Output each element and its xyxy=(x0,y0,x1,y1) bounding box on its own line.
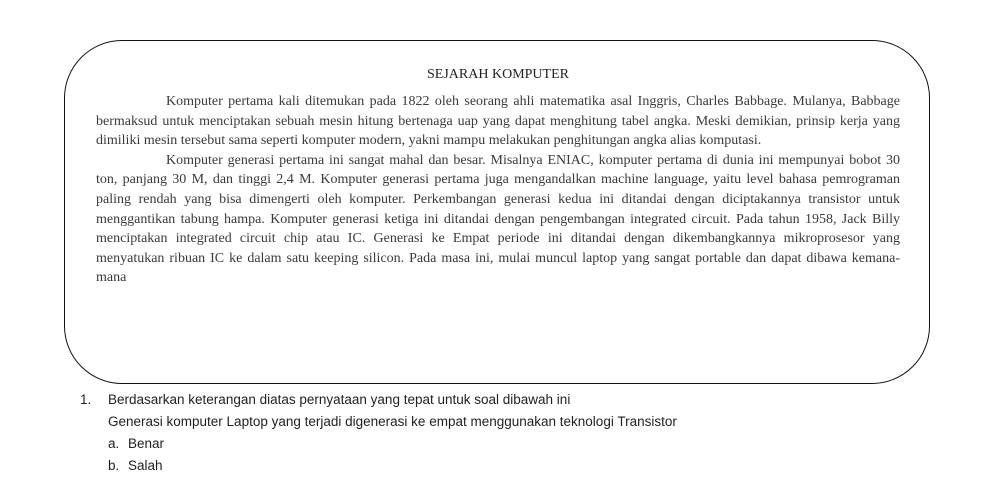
option-a-letter: a. xyxy=(108,436,120,451)
question-prompt: Berdasarkan keterangan diatas pernyataan yang tepat untuk soal dibawah ini xyxy=(108,392,571,407)
question-prompt-row xyxy=(80,389,677,411)
question-1 xyxy=(80,389,677,477)
option-a[interactable] xyxy=(80,433,677,455)
passage-title: SEJARAH KOMPUTER xyxy=(427,67,569,82)
option-b[interactable] xyxy=(80,455,677,477)
passage-body xyxy=(96,92,900,288)
question-number: 1. xyxy=(80,392,92,407)
passage-paragraph-2: Komputer generasi pertama ini sangat mahal dan besar. Misalnya ENIAC, komputer pertama di dunia ini mempunyai bobot 30 ton, panjang 30 M, dan tinggi 2,4 M. Komputer generasi pertama juga mengandalkan machine language, yaitu level bahasa pemrograman paling rendah yang bisa dimengerti oleh komputer. Perkembangan generasi kedua ini ditandai dengan diciptakannya transistor untuk menggantikan tabung hampa. Komputer generasi ketiga ini ditandai dengan pengembangan integrated circuit. Pada tahun 1958, Jack Billy menciptakan integrated circuit chip atau IC. Generasi ke Empat periode ini ditandai dengan dikembangkannya mikroprosesor yang menyatukan ribuan IC ke dalam satu keeping silicon. Pada masa ini, mulai muncul laptop yang sangat portable dan dapat dibawa kemana-mana xyxy=(96,152,900,286)
option-b-letter: b. xyxy=(108,458,120,473)
option-b-text: Salah xyxy=(128,458,163,473)
passage-paragraph-1: Komputer pertama kali ditemukan pada 1822 oleh seorang ahli matematika asal Inggris, Charles Babbage. Mulanya, Babbage bermaksud untuk menciptakan sebuah mesin hitung bertenaga uap yang dapat menghitung tabel angka. Meski demikian, prinsip kerja yang dimiliki mesin tersebut sama seperti komputer modern, yakni mampu melakukan penghitungan angka alias komputasi. xyxy=(96,94,900,149)
option-a-text: Benar xyxy=(128,436,165,451)
question-statement: Generasi komputer Laptop yang terjadi digenerasi ke empat menggunakan teknologi Transistor xyxy=(108,414,677,429)
